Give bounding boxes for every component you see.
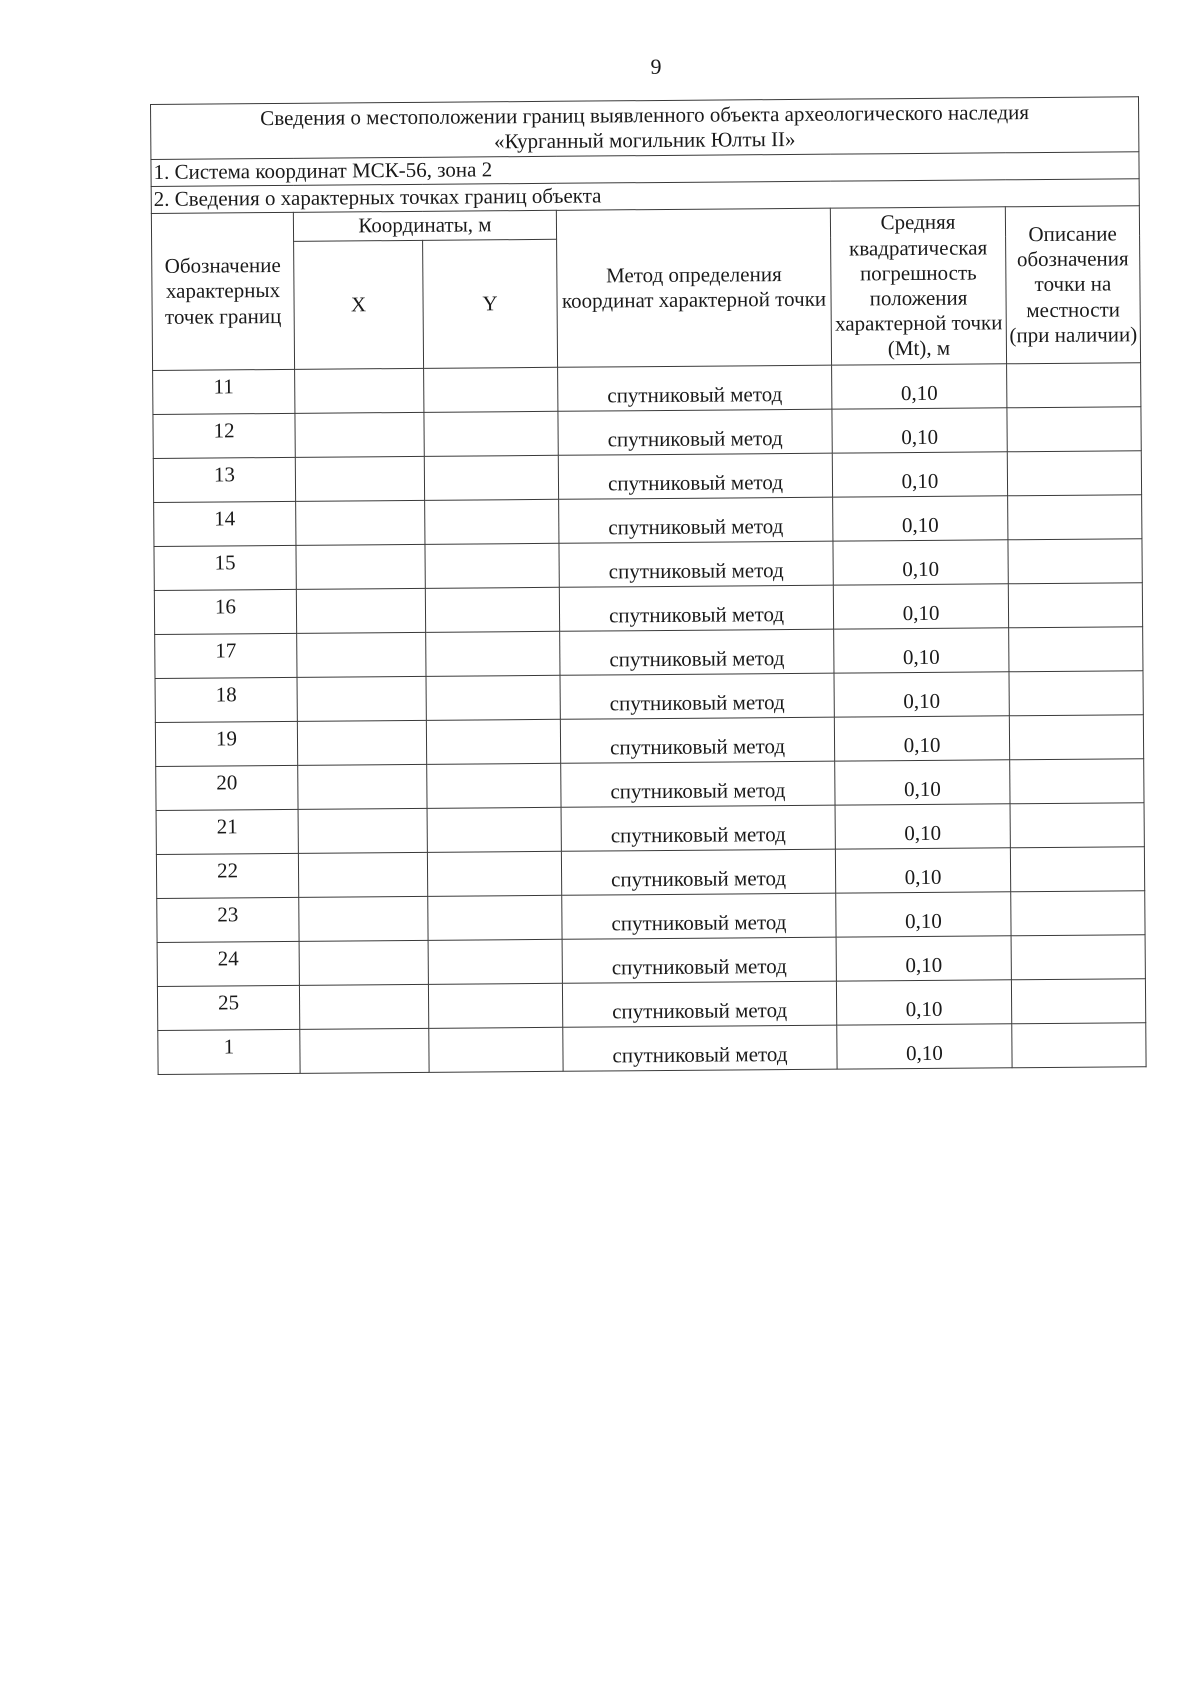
table-title [151, 97, 1139, 160]
point-cell: 15 [154, 545, 296, 590]
y-cell [427, 763, 561, 808]
point-cell: 13 [153, 457, 295, 502]
header-coordinates: Координаты, м [293, 210, 556, 241]
description-cell [1011, 935, 1145, 980]
description-cell [1010, 847, 1144, 892]
method-cell: спутниковый метод [560, 717, 834, 763]
method-cell: спутниковый метод [559, 585, 833, 631]
y-cell [427, 851, 561, 896]
point-cell: 11 [153, 369, 295, 414]
method-cell: спутниковый метод [559, 497, 833, 543]
error-cell: 0,10 [833, 540, 1008, 585]
x-cell [295, 412, 424, 457]
table-row [155, 671, 1143, 723]
description-cell [1010, 759, 1144, 804]
method-cell: спутниковый метод [558, 453, 832, 499]
point-cell: 25 [157, 985, 299, 1030]
header-y: Y [423, 239, 558, 368]
description-cell [1007, 363, 1141, 408]
method-cell: спутниковый метод [559, 541, 833, 587]
y-cell [424, 367, 558, 412]
y-cell [427, 807, 561, 852]
table-row [153, 451, 1141, 503]
error-cell: 0,10 [834, 628, 1009, 673]
table-row [157, 935, 1145, 987]
y-cell [426, 631, 560, 676]
x-cell [297, 676, 426, 721]
description-cell [1010, 803, 1144, 848]
coordinate-system-label: 1. Система координат МСК-56, зона 2 [151, 152, 1139, 187]
method-cell: спутниковый метод [562, 893, 836, 939]
error-cell: 0,10 [837, 1024, 1012, 1069]
point-cell: 12 [153, 413, 295, 458]
point-cell: 17 [155, 633, 297, 678]
header-point: Обозначение характерных точек границ [151, 212, 294, 370]
error-cell: 0,10 [835, 804, 1010, 849]
error-cell: 0,10 [836, 980, 1011, 1025]
method-cell: спутниковый метод [562, 937, 836, 983]
x-cell [299, 940, 428, 985]
point-cell: 19 [155, 721, 297, 766]
x-cell [295, 456, 424, 501]
table-row [156, 803, 1144, 855]
description-cell [1009, 627, 1143, 672]
error-cell: 0,10 [836, 936, 1011, 981]
point-cell: 18 [155, 677, 297, 722]
error-cell: 0,10 [835, 848, 1010, 893]
header-x: X [294, 240, 424, 369]
method-cell: спутниковый метод [560, 673, 834, 719]
description-cell [1011, 891, 1145, 936]
header-error: Средняя квадратическая погрешность положения характерной точки (Mt), м [830, 207, 1006, 365]
description-cell [1008, 539, 1142, 584]
table-row [156, 847, 1144, 899]
header-description: Описание обозначения точки на местности (при наличии) [1005, 206, 1140, 364]
y-cell [425, 543, 559, 588]
title-row [151, 97, 1139, 160]
error-cell: 0,10 [832, 452, 1007, 497]
x-cell [299, 896, 428, 941]
method-cell: спутниковый метод [561, 849, 835, 895]
description-cell [1008, 583, 1142, 628]
method-cell: спутниковый метод [558, 409, 832, 455]
table-row [154, 583, 1142, 635]
y-cell [425, 587, 559, 632]
table-row [158, 1023, 1146, 1075]
point-cell: 14 [154, 501, 296, 546]
header-method: Метод определения координат характерной точки [556, 208, 831, 367]
method-cell: спутниковый метод [562, 981, 836, 1027]
description-cell [1007, 451, 1141, 496]
table-body [151, 97, 1147, 1075]
description-cell [1007, 407, 1141, 452]
point-cell: 20 [156, 765, 298, 810]
boundary-points-table [150, 96, 1147, 1075]
table-row [154, 539, 1142, 591]
point-cell: 16 [154, 589, 296, 634]
x-cell [296, 500, 425, 545]
description-cell [1011, 979, 1145, 1024]
point-cell: 22 [156, 853, 298, 898]
table-row [154, 495, 1142, 547]
x-cell [299, 984, 428, 1029]
table-row [157, 979, 1145, 1031]
description-cell [1009, 715, 1143, 760]
y-cell [428, 939, 562, 984]
table-row [153, 363, 1141, 415]
error-cell: 0,10 [834, 716, 1009, 761]
point-cell: 24 [157, 941, 299, 986]
method-cell: спутниковый метод [561, 761, 835, 807]
x-cell [295, 368, 424, 413]
table-row [153, 407, 1141, 459]
description-cell [1012, 1023, 1146, 1068]
table-row [155, 715, 1143, 767]
page-number: 9 [650, 54, 662, 79]
description-cell [1009, 671, 1143, 716]
table-row [155, 627, 1143, 679]
x-cell [300, 1028, 429, 1073]
y-cell [426, 675, 560, 720]
point-cell: 1 [158, 1029, 300, 1074]
error-cell: 0,10 [832, 408, 1007, 453]
method-cell: спутниковый метод [560, 629, 834, 675]
description-cell [1008, 495, 1142, 540]
error-cell: 0,10 [836, 892, 1011, 937]
y-cell [429, 1027, 563, 1072]
y-cell [428, 983, 562, 1028]
method-cell: спутниковый метод [558, 365, 832, 411]
y-cell [428, 895, 562, 940]
error-cell: 0,10 [835, 760, 1010, 805]
error-cell: 0,10 [833, 584, 1008, 629]
y-cell [426, 719, 560, 764]
x-cell [297, 720, 426, 765]
table-title-line1: Сведения о местоположении границ выявленного объекта археологического наследия [260, 99, 1030, 130]
error-cell: 0,10 [832, 364, 1007, 409]
x-cell [298, 852, 427, 897]
table-row [157, 891, 1145, 943]
x-cell [298, 808, 427, 853]
table-row [156, 759, 1144, 811]
method-cell: спутниковый метод [561, 805, 835, 851]
y-cell [425, 499, 559, 544]
x-cell [298, 764, 427, 809]
point-cell: 21 [156, 809, 298, 854]
point-cell: 23 [157, 897, 299, 942]
x-cell [297, 632, 426, 677]
method-cell: спутниковый метод [563, 1025, 837, 1071]
points-info-label: 2. Сведения о характерных точках границ объекта [151, 179, 1139, 214]
boundary-points-sheet [150, 96, 1146, 1075]
x-cell [296, 588, 425, 633]
error-cell: 0,10 [833, 496, 1008, 541]
y-cell [424, 411, 558, 456]
error-cell: 0,10 [834, 672, 1009, 717]
table-title-line2: «Курганный могильник Юлты II» [494, 126, 796, 154]
x-cell [296, 544, 425, 589]
y-cell [424, 455, 558, 500]
